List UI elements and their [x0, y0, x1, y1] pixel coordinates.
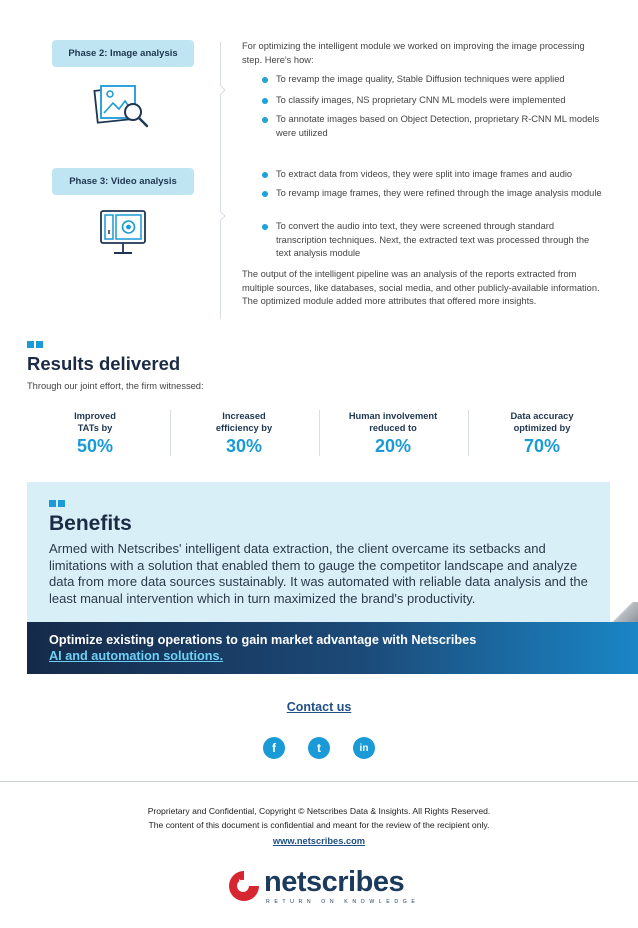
phase-2-bullet: To classify images, NS proprietary CNN ML models were implemented — [242, 94, 602, 108]
logo-tagline: RETURN ON KNOWLEDGE — [266, 899, 420, 905]
phase-2-intro: For optimizing the intelligent module we worked on improving the image processing step. Here's how: — [242, 41, 585, 65]
stat-efficiency — [169, 410, 319, 457]
section-marker-icon — [49, 500, 65, 507]
twitter-icon[interactable]: t — [308, 737, 330, 759]
stat-label: Increased efficiency by — [215, 411, 273, 433]
stat-tat — [20, 410, 170, 457]
benefits-text: Armed with Netscribes' intelligent data extraction, the client overcame its setbacks and limitations with a solution that enabled them to gauge the competitor landscape and analyze data from more data sources sustainably. It was automated with reliable data analysis and the least manual intervention which in turn maximized the brand's productivity. — [49, 541, 588, 606]
cta-link[interactable]: AI and automation solutions. — [49, 649, 224, 663]
image-search-icon — [93, 83, 153, 134]
page-fold-decoration — [610, 602, 638, 622]
phase-3-outro: The output of the intelligent pipeline was an analysis of the reports extracted from multiple sources, like databases, social media, and other publicly-available information. The optimized module added more attributes that offered more insights. — [242, 269, 600, 306]
timeline-chevron — [214, 84, 225, 95]
stat-value: 70% — [523, 436, 561, 456]
stat-label: Data accuracy optimized by — [510, 411, 574, 433]
results-title: Results delivered — [27, 353, 181, 374]
linkedin-icon[interactable]: in — [353, 737, 375, 759]
phase-2-label: Phase 2: Image analysis — [52, 40, 194, 67]
phase-3-bullet: To revamp image frames, they were refined through the image analysis module — [242, 187, 602, 201]
footer-confidential: The content of this document is confidential and meant for the review of the recipient only. — [148, 820, 490, 830]
netscribes-logo-icon — [227, 869, 261, 906]
stat-accuracy — [467, 410, 617, 457]
stat-value: 50% — [76, 436, 114, 456]
phase-3-bullet: To convert the audio into text, they were screened through standard transcription techniques. Next, the extracted text was processed through the text analysis module — [242, 220, 602, 261]
stat-label: Improved TATs by — [74, 411, 116, 433]
benefits-title: Benefits — [49, 512, 132, 535]
phase-3-bullet: To extract data from videos, they were split into image frames and audio — [242, 168, 602, 182]
footer-divider — [0, 781, 638, 782]
stat-human-involvement — [318, 410, 468, 457]
stat-value: 30% — [225, 436, 263, 456]
phase-2-bullet: To annotate images based on Object Detection, proprietary R-CNN ML models were utilized — [242, 113, 602, 140]
video-device-icon — [98, 208, 148, 265]
section-marker-icon — [27, 341, 43, 348]
website-link[interactable]: www.netscribes.com — [272, 836, 366, 846]
results-subtitle: Through our joint effort, the firm witnessed: — [27, 381, 204, 391]
cta-text: Optimize existing operations to gain market advantage with Netscribes — [49, 633, 477, 647]
facebook-icon[interactable]: f — [263, 737, 285, 759]
phase-3-label: Phase 3: Video analysis — [52, 168, 194, 195]
stat-value: 20% — [374, 436, 412, 456]
netscribes-logo-wordmark: netscribes — [264, 866, 405, 898]
footer-copyright: Proprietary and Confidential, Copyright © Netscribes Data & Insights. All Rights Reserved. — [147, 806, 491, 816]
stat-label: Human involvement reduced to — [348, 411, 438, 433]
contact-us-link[interactable]: Contact us — [286, 700, 352, 714]
phase-2-bullet: To revamp the image quality, Stable Diffusion techniques were applied — [242, 73, 602, 87]
timeline-chevron — [214, 210, 225, 221]
